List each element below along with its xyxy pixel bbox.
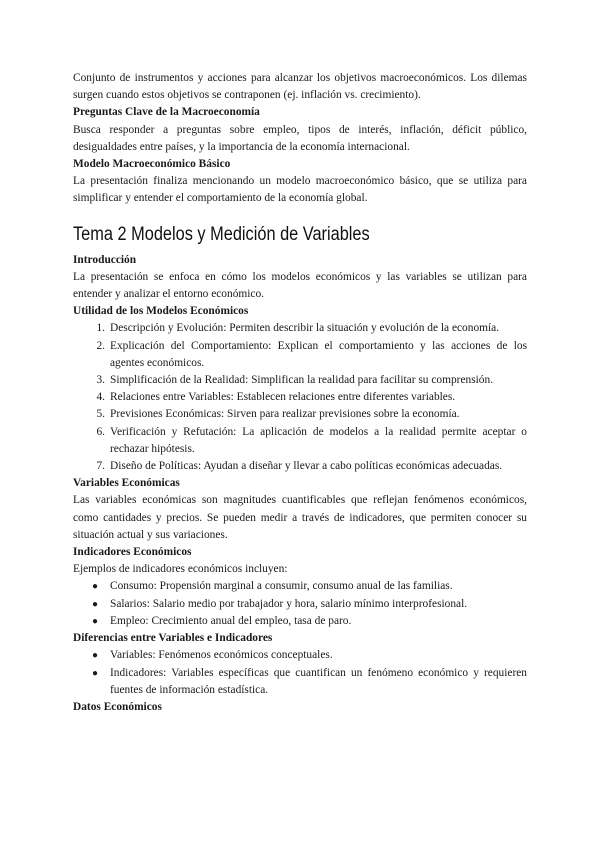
list-item-text: Explicación del Comportamiento: Explican el comportamiento y las acciones de los agentes económicos. [110,339,527,369]
heading-modelo-basico: Modelo Macroeconómico Básico [73,158,231,171]
list-item-text: Simplificación de la Realidad: Simplifican la realidad para facilitar su comprensión. [110,374,494,387]
list-item-text: Diseño de Políticas: Ayudan a diseñar y llevar a cabo políticas económicas adecuadas. [110,460,503,473]
list-item [73,578,527,595]
list-item-text: Descripción y Evolución: Permiten describir la situación y evolución de la economía. [110,322,500,335]
list-item-text: Variables: Fenómenos económicos conceptuales. [110,649,333,662]
list-item-text: Consumo: Propensión marginal a consumir, consumo anual de las familias. [110,580,453,593]
bullet-icon: ● [91,615,99,627]
heading-preguntas-clave: Preguntas Clave de la Macroeconomía [73,106,260,119]
list-item [73,613,527,630]
list-item [73,665,527,699]
heading-indicadores-economicos: Indicadores Económicos [73,546,192,559]
paragraph-variables-economicas: Las variables económicas son magnitudes cuantificables que reflejan fenómenos económicos, como cantidades y precios. Se pueden medir a través de indicadores, que permiten conocer su situación actual y sus variaciones. [73,494,527,541]
heading-introduccion: Introducción [73,253,137,266]
list-item [73,406,527,423]
heading-utilidad-modelos: Utilidad de los Modelos Económicos [73,305,249,318]
list-number: 7. [96,460,105,473]
list-number: 1. [96,322,105,335]
bullet-icon: ● [91,667,99,679]
utilidad-list [73,320,527,475]
list-number: 2. [96,339,105,352]
list-item-text: Salarios: Salario medio por trabajador y hora, salario mínimo interprofesional. [110,597,468,610]
heading-datos-economicos: Datos Económicos [73,700,162,713]
paragraph-indicadores-intro: Ejemplos de indicadores económicos incluyen: [73,563,288,576]
list-number: 5. [96,408,105,421]
list-number: 3. [96,374,105,387]
list-item [73,372,527,389]
list-item-text: Indicadores: Variables específicas que cuantifican un fenómeno económico y requieren fuentes de información estadística. [110,666,527,696]
list-item-text: Empleo: Crecimiento anual del empleo, tasa de paro. [110,614,352,627]
heading-variables-economicas: Variables Económicas [73,477,180,490]
list-number: 6. [96,425,105,438]
list-item-text: Previsiones Económicas: Sirven para realizar previsiones sobre la economía. [110,408,460,421]
list-number: 4. [96,391,105,404]
bullet-icon: ● [91,581,99,593]
list-item-text: Relaciones entre Variables: Establecen relaciones entre diferentes variables. [110,391,456,404]
paragraph-politica: Conjunto de instrumentos y acciones para alcanzar los objetivos macroeconómicos. Los dilemas surgen cuando estos objetivos se contraponen (ej. inflación vs. crecimiento). [73,72,527,102]
indicadores-list [73,578,527,630]
list-item [73,647,527,664]
paragraph-modelo-basico: La presentación finaliza mencionando un modelo macroeconómico básico, que se utiliza para simplificar y entender el comportamiento de la economía global. [73,175,527,205]
list-item-text: Verificación y Refutación: La aplicación de modelos a la realidad permite aceptar o rechazar hipótesis. [110,425,527,455]
list-item [73,596,527,613]
document-body [73,70,527,716]
list-item [73,389,527,406]
list-item [73,424,527,458]
list-item [73,320,527,337]
bullet-icon: ● [91,598,99,610]
heading-diferencias: Diferencias entre Variables e Indicadores [73,632,273,645]
paragraph-introduccion: La presentación se enfoca en cómo los modelos económicos y las variables se utilizan para entender y analizar el entorno económico. [73,270,527,301]
section-title-tema-2: Tema 2 Modelos y Medición de Variables [73,223,370,245]
list-item [73,338,527,372]
list-item [73,458,527,475]
bullet-icon: ● [91,650,99,662]
paragraph-preguntas-clave: Busca responder a preguntas sobre empleo, tipos de interés, inflación, déficit público, desigualdades entre países, y la importancia de la economía internacional. [73,123,527,153]
diferencias-list [73,647,527,699]
